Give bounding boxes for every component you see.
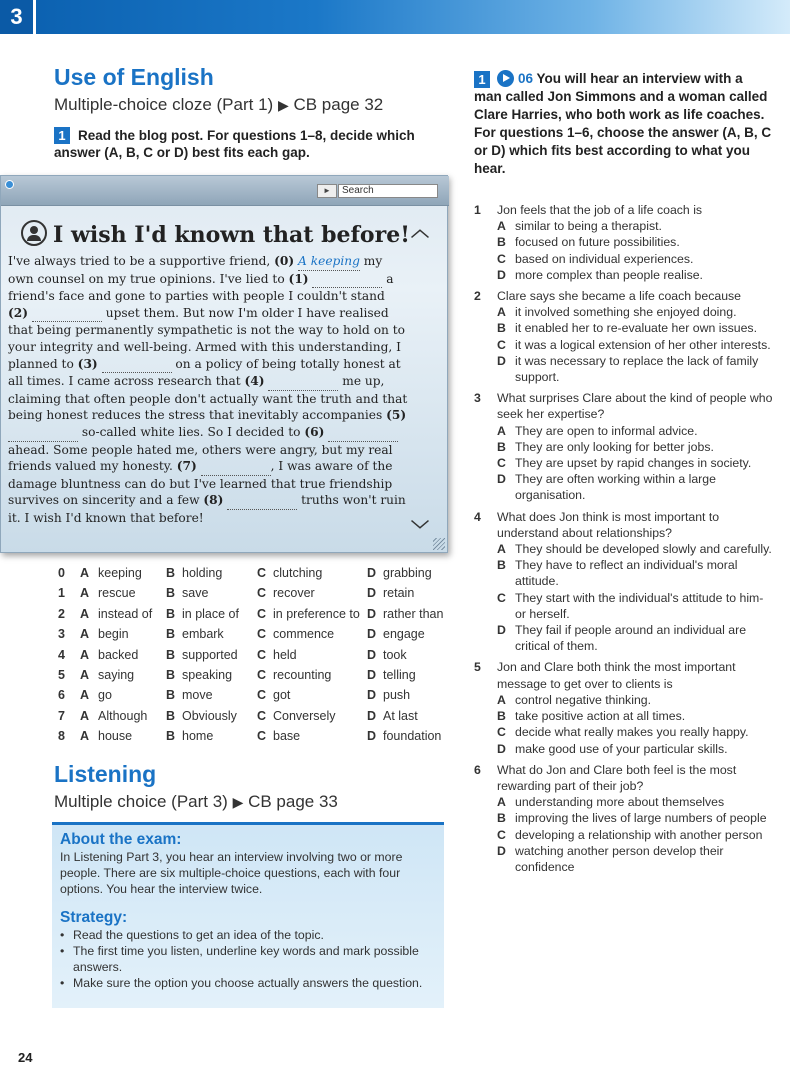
triangle-icon: ▶ <box>277 97 289 113</box>
option-number: 6 <box>58 688 65 703</box>
listening-cb-page-ref: CB page 33 <box>248 792 338 811</box>
question-number: 6 <box>474 762 481 777</box>
strategy-title: Strategy: <box>60 909 128 926</box>
gap-0-example: A keeping <box>298 253 360 271</box>
answer-letter: A <box>497 692 506 707</box>
option-choice[interactable]: speaking <box>182 667 233 682</box>
answer-letter: D <box>497 843 506 858</box>
answer-letter: C <box>497 590 506 605</box>
answer-option[interactable] <box>497 234 774 250</box>
answer-text: it enabled her to re-evaluate her own issues. <box>515 321 757 336</box>
answer-option[interactable] <box>497 692 774 708</box>
gap-label-7: (7) <box>176 459 197 474</box>
option-letter: A <box>80 627 90 642</box>
gap-label-0: (0) <box>274 254 295 268</box>
question-item <box>474 202 774 283</box>
answer-option[interactable] <box>497 218 774 234</box>
answer-option[interactable] <box>497 827 774 843</box>
gap-3[interactable] <box>102 356 172 374</box>
question-text: Jon and Clare both think the most important message to get over to clients is <box>497 660 736 691</box>
option-choice[interactable]: retain <box>383 586 415 601</box>
answer-letter: C <box>497 456 506 471</box>
answer-letter: B <box>497 558 506 573</box>
answer-text: They have to reflect an individual's moral attitude. <box>515 558 738 589</box>
use-of-english-instruction <box>54 127 434 161</box>
option-choice[interactable]: begin <box>98 627 129 642</box>
answer-letter: C <box>497 251 506 266</box>
answer-letter: C <box>497 337 506 352</box>
option-choice[interactable]: engage <box>383 627 425 642</box>
option-choice[interactable]: move <box>182 688 213 703</box>
gap-1[interactable] <box>312 271 382 289</box>
answer-text: based on individual experiences. <box>515 251 694 266</box>
option-number: 5 <box>58 667 65 682</box>
gap-label-8: (8) <box>203 493 224 508</box>
answer-letter: B <box>497 321 506 336</box>
answer-letter: D <box>497 353 506 368</box>
answer-option[interactable] <box>497 557 774 589</box>
cb-page-ref: CB page 32 <box>293 95 384 114</box>
answer-letter: A <box>497 795 506 810</box>
answer-option[interactable] <box>497 741 774 757</box>
question-item <box>474 288 774 385</box>
option-choice[interactable]: At last <box>383 708 418 723</box>
answer-letter: B <box>497 709 506 724</box>
question-item <box>474 509 774 655</box>
answer-letter: B <box>497 439 506 454</box>
about-exam-box <box>52 822 444 1008</box>
answer-text: watching another person develop their confidence <box>515 843 724 874</box>
option-letter: D <box>367 606 377 621</box>
answer-text: focused on future possibilities. <box>515 235 680 250</box>
user-icon <box>21 220 47 246</box>
strategy-item: • Read the questions to get an idea of the topic. <box>60 927 430 943</box>
option-letter: B <box>166 627 176 642</box>
strategy-item: • Make sure the option you choose actually answers the question. <box>60 975 430 991</box>
blog-text: I've always tried to be a supportive friend, (0) A keeping my own counsel on my true opinions. I've lied to (1) a friend's face and gone to parties with people I couldn't stand (2) upset them. But now I'm older I have realised that being permanently sympathetic is not the way to hold on to your integrity and well-being. Armed with this understanding, I planned to (3) on a policy of being totally honest at all times. I came across research that (4) me up, claiming that often people don't actually want the truth and that being honest reduces the stress that inevitably accompanies (5) so-called white lies. So I decided to (6) ahead. Some people hated me, others were angry, but my real friends valued my honesty. (7) , I was aware of the damage bluntness can do but I've learned that true friendship survives on sincerity and a few (8) truths won't ruin it. I wish I'd known that before! <box>8 254 408 525</box>
strategy-item: • The first time you listen, underline key words and mark possible answers. <box>60 943 430 975</box>
gap-2[interactable] <box>32 305 102 323</box>
answer-text: understanding more about themselves <box>515 795 725 810</box>
answer-option[interactable] <box>497 794 774 810</box>
option-letter: A <box>80 566 90 580</box>
answer-option[interactable] <box>497 708 774 724</box>
option-number: 1 <box>58 586 65 601</box>
answer-option[interactable] <box>497 724 774 740</box>
answer-text: it was a logical extension of her other interests. <box>515 337 771 352</box>
option-choice[interactable]: instead of <box>98 606 153 621</box>
answer-letter: A <box>497 542 506 557</box>
gap-label-1: (1) <box>288 271 309 286</box>
option-choice[interactable]: in place of <box>182 606 239 621</box>
option-choice[interactable]: go <box>98 688 112 703</box>
listening-questions <box>474 202 774 880</box>
answer-letter: D <box>497 741 506 756</box>
option-choice[interactable]: clutching <box>273 566 323 580</box>
about-exam-title: About the exam: <box>60 831 182 848</box>
answer-option[interactable] <box>497 304 774 320</box>
option-choice[interactable]: holding <box>182 566 223 580</box>
option-letter: D <box>367 566 377 580</box>
option-letter: D <box>367 708 377 723</box>
task-number-badge: 1 <box>54 127 70 144</box>
question-text: Jon feels that the job of a life coach is <box>497 203 703 217</box>
option-choice[interactable]: in preference to <box>273 606 360 621</box>
option-letter: B <box>166 606 176 621</box>
gap-label-4: (4) <box>244 374 265 389</box>
unit-number: 3 <box>0 0 36 34</box>
option-letter: C <box>257 606 267 621</box>
answer-text: They start with the individual's attitude to him- or herself. <box>515 590 764 621</box>
resize-grip-icon[interactable] <box>433 538 445 550</box>
option-choice[interactable]: save <box>182 586 209 601</box>
answer-option[interactable] <box>497 843 774 875</box>
option-choice[interactable]: grabbing <box>383 566 432 580</box>
gap-4[interactable] <box>268 373 338 391</box>
about-exam-text: In Listening Part 3, you hear an interview involving two or more people. There are six multiple-choice questions, each with four options. You hear the interview twice. <box>60 850 403 896</box>
option-letter: A <box>80 729 90 744</box>
option-number: 7 <box>58 708 65 723</box>
option-letter: C <box>257 586 267 601</box>
option-choice[interactable]: took <box>383 647 407 662</box>
use-of-english-subtitle <box>54 95 383 115</box>
answer-letter: D <box>497 623 506 638</box>
option-choice[interactable]: recover <box>273 586 315 601</box>
option-letter: D <box>367 688 377 703</box>
gap-8[interactable] <box>227 492 297 510</box>
option-letter: B <box>166 667 176 682</box>
option-choice[interactable]: home <box>182 729 214 744</box>
use-of-english-title: Use of English <box>54 64 214 90</box>
chevron-up-icon[interactable]: ︿ <box>411 220 429 240</box>
option-number: 2 <box>58 606 65 621</box>
answer-option[interactable] <box>497 455 774 471</box>
option-letter: B <box>166 729 176 744</box>
option-choice[interactable]: house <box>98 729 133 744</box>
option-letter: A <box>80 688 90 703</box>
listening-task-instruction <box>474 70 774 178</box>
part-label: Multiple-choice cloze (Part 1) <box>54 95 274 114</box>
answer-text: They fail if people around an individual are critical of them. <box>515 623 747 654</box>
unit-header-bar <box>0 0 790 34</box>
question-item <box>474 390 774 503</box>
listening-instruction-text: You will hear an interview with a man called Jon Simmons and a woman called Clare Harries, who both work as life coaches. For questions 1–6, choose the answer (A, B, C or D) which fits best according to what you hear. <box>474 71 772 176</box>
option-letter: D <box>367 667 377 682</box>
search-input[interactable]: Search <box>338 184 438 198</box>
option-letter: B <box>166 647 176 662</box>
answer-text: They are only looking for better jobs. <box>515 439 714 454</box>
answer-text: developing a relationship with another person <box>515 827 763 842</box>
gap-label-3: (3) <box>77 356 98 371</box>
option-choice[interactable]: held <box>273 647 297 662</box>
option-letter: A <box>80 708 90 723</box>
answer-letter: A <box>497 423 506 438</box>
option-choice[interactable]: supported <box>182 647 238 662</box>
blog-window <box>0 175 448 553</box>
answer-text: decide what really makes you really happy. <box>515 725 749 740</box>
answer-text: it was necessary to replace the lack of family support. <box>515 353 759 385</box>
option-letter: A <box>80 667 90 682</box>
question-text: What does Jon think is most important to understand about relationships? <box>497 509 720 540</box>
option-number: 4 <box>58 647 65 662</box>
listening-task-number: 1 <box>474 71 490 88</box>
triangle-icon: ▶ <box>232 794 244 810</box>
option-choice[interactable]: telling <box>383 667 416 682</box>
answer-text: They are often working within a large organisation. <box>515 472 716 503</box>
option-letter: A <box>80 647 90 662</box>
option-number: 0 <box>58 566 65 580</box>
question-number: 3 <box>474 391 481 406</box>
option-choice[interactable]: foundation <box>383 729 442 744</box>
option-choice[interactable]: Obviously <box>182 708 237 723</box>
answer-letter: D <box>497 267 506 282</box>
answer-letter: B <box>497 811 506 826</box>
answer-text: more complex than people realise. <box>515 267 703 282</box>
option-choice[interactable]: got <box>273 688 291 703</box>
answer-option[interactable] <box>497 622 774 654</box>
option-choice[interactable]: Although <box>98 708 148 723</box>
question-number: 1 <box>474 203 481 217</box>
answer-option[interactable] <box>497 320 774 336</box>
answer-letter: D <box>497 472 506 487</box>
option-letter: C <box>257 729 267 744</box>
strategy-list <box>60 927 444 991</box>
option-letter: B <box>166 566 176 580</box>
option-letter: C <box>257 647 267 662</box>
answer-option[interactable] <box>497 353 774 385</box>
gap-5[interactable] <box>8 424 78 442</box>
instruction-text: Read the blog post. For questions 1–8, decide which answer (A, B, C or D) best fits each gap. <box>54 128 415 160</box>
answer-text: take positive action at all times. <box>515 709 686 724</box>
gap-label-6: (6) <box>304 424 325 439</box>
answer-letter: C <box>497 827 506 842</box>
option-choice[interactable]: Conversely <box>273 708 336 723</box>
question-text: Clare says she became a life coach because <box>497 289 742 304</box>
option-letter: C <box>257 708 267 723</box>
answer-text: They should be developed slowly and carefully. <box>515 542 772 557</box>
answer-text: control negative thinking. <box>515 692 652 707</box>
answer-letter: A <box>497 219 506 234</box>
option-choice[interactable]: backed <box>98 647 139 662</box>
audio-play-icon[interactable] <box>497 70 514 87</box>
answer-option[interactable] <box>497 541 774 557</box>
question-text: What do Jon and Clare both feel is the most rewarding part of their job? <box>497 762 737 793</box>
blog-title: I wish I'd known that before! <box>21 220 410 248</box>
question-item <box>474 659 774 756</box>
listening-subtitle <box>54 792 338 812</box>
option-letter: C <box>257 627 267 642</box>
gap-label-5: (5) <box>386 408 407 423</box>
answer-letter: A <box>497 305 506 320</box>
gap-6[interactable] <box>328 424 398 442</box>
answer-letter: B <box>497 235 506 250</box>
answer-text: make good use of your particular skills. <box>515 741 728 756</box>
answer-option[interactable] <box>497 810 774 826</box>
option-choice[interactable]: commence <box>273 627 335 642</box>
option-letter: C <box>257 566 267 580</box>
answer-text: They are upset by rapid changes in society. <box>515 456 752 471</box>
listening-part-label: Multiple choice (Part 3) <box>54 792 228 811</box>
answer-option[interactable] <box>497 337 774 353</box>
option-letter: C <box>257 688 267 703</box>
option-letter: C <box>257 667 267 682</box>
option-choice[interactable]: keeping <box>98 566 142 580</box>
option-choice[interactable]: base <box>273 729 301 744</box>
answer-option[interactable] <box>497 423 774 439</box>
blog-toolbar <box>1 176 449 206</box>
option-letter: D <box>367 586 377 601</box>
option-number: 3 <box>58 627 65 642</box>
option-letter: B <box>166 586 176 601</box>
answer-option[interactable] <box>497 251 774 267</box>
option-letter: D <box>367 627 377 642</box>
answer-option[interactable] <box>497 590 774 622</box>
option-letter: A <box>80 606 90 621</box>
answer-option[interactable] <box>497 439 774 455</box>
answer-text: it involved something she enjoyed doing. <box>515 305 737 320</box>
chevron-down-icon[interactable]: ﹀ <box>411 520 429 540</box>
option-choice[interactable]: rather than <box>383 606 444 621</box>
option-choice[interactable]: saying <box>98 667 135 682</box>
option-number: 8 <box>58 729 65 744</box>
gap-7[interactable] <box>201 458 271 476</box>
search-arrow-button[interactable]: ► <box>317 184 337 198</box>
answer-letter: C <box>497 725 506 740</box>
question-number: 4 <box>474 509 481 524</box>
question-text: What surprises Clare about the kind of people who seek her expertise? <box>497 391 773 422</box>
question-number: 5 <box>474 660 481 675</box>
gap-label-2: (2) <box>8 305 29 320</box>
answer-text: similar to being a therapist. <box>515 219 662 234</box>
option-letter: B <box>166 688 176 703</box>
page-number: 24 <box>18 1050 33 1065</box>
option-letter: D <box>367 729 377 744</box>
window-dot-icon <box>5 180 14 189</box>
option-letter: B <box>166 708 176 723</box>
answer-text: They are open to informal advice. <box>515 423 698 438</box>
option-letter: A <box>80 586 90 601</box>
answer-option[interactable] <box>497 267 774 283</box>
answer-option[interactable] <box>497 471 774 503</box>
listening-title: Listening <box>54 761 157 787</box>
question-number: 2 <box>474 289 481 304</box>
question-item <box>474 762 774 875</box>
option-choice[interactable]: embark <box>182 627 224 642</box>
option-choice[interactable]: recounting <box>273 667 332 682</box>
answer-text: improving the lives of large numbers of people <box>515 811 767 826</box>
option-choice[interactable]: rescue <box>98 586 136 601</box>
option-choice[interactable]: push <box>383 688 411 703</box>
track-number: 06 <box>518 71 534 86</box>
option-letter: D <box>367 647 377 662</box>
